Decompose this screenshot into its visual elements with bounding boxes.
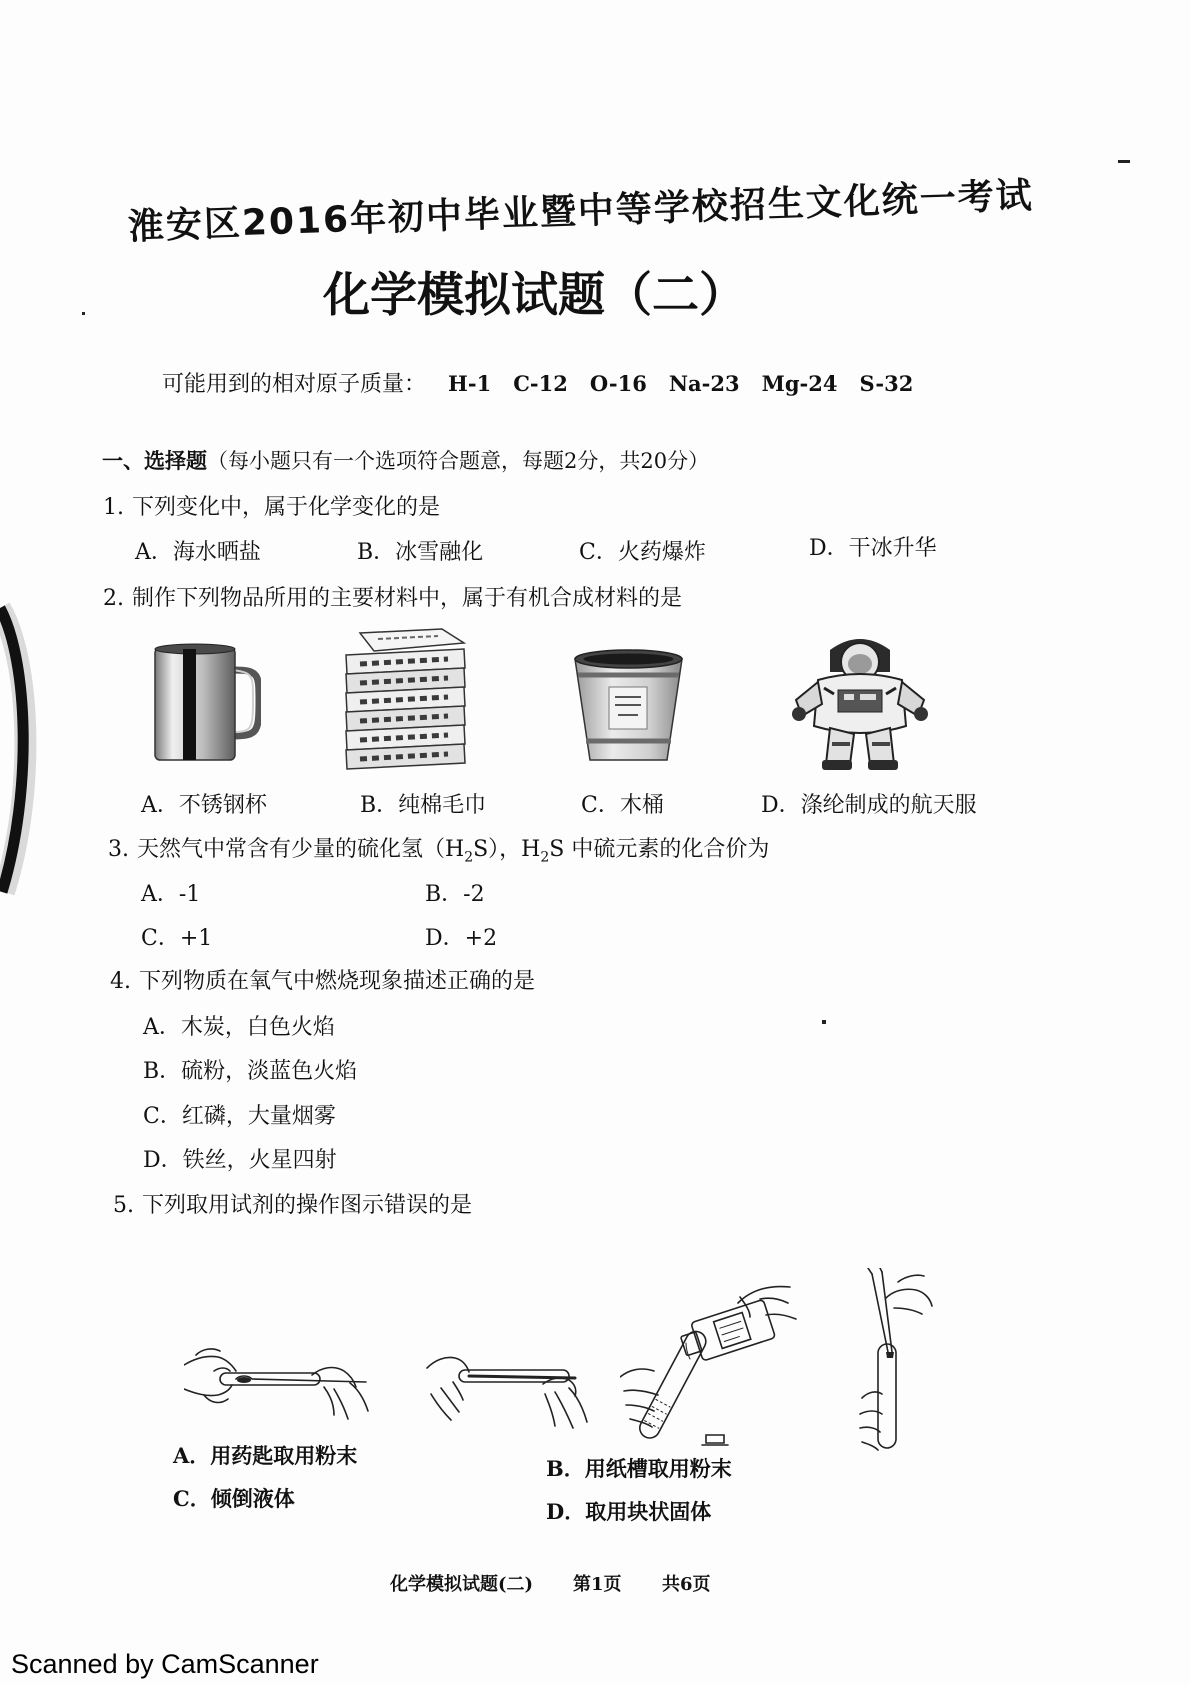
atomic-mass-na: Na-23 bbox=[668, 371, 740, 396]
scan-edge-shadow bbox=[0, 600, 40, 900]
question-text: 下列取用试剂的操作图示错误的是 bbox=[142, 1193, 473, 1218]
wooden-bucket-image bbox=[571, 645, 686, 765]
question-3-option-b: B．-2 bbox=[425, 882, 485, 907]
subscript: 2 bbox=[540, 849, 550, 866]
question-2-option-d: D．涤纶制成的航天服 bbox=[761, 793, 977, 818]
atomic-mass-h: H-1 bbox=[448, 371, 492, 396]
question-number: 3. bbox=[108, 837, 129, 862]
question-3-stem bbox=[108, 836, 769, 864]
question-1-option-c: C．火药爆炸 bbox=[579, 540, 706, 565]
question-1-option-a: A．海水晒盐 bbox=[135, 540, 261, 565]
footer-total-pages: 共6页 bbox=[662, 1574, 711, 1595]
question-3-option-a: A．-1 bbox=[141, 882, 201, 907]
atomic-mass-o: O-16 bbox=[589, 371, 647, 396]
stainless-steel-cup-image bbox=[151, 640, 261, 765]
question-3-option-c: C．+1 bbox=[141, 926, 213, 951]
atomic-mass-c: C-12 bbox=[513, 371, 568, 396]
tweezers-solid-illustration bbox=[858, 1268, 934, 1452]
question-4-stem bbox=[110, 968, 535, 996]
atomic-mass-mg: Mg-24 bbox=[761, 371, 838, 396]
section-label: 一、选择题 bbox=[102, 448, 207, 473]
question-2-option-a: A．不锈钢杯 bbox=[141, 793, 267, 818]
question-1-stem bbox=[103, 494, 440, 522]
question-number: 5. bbox=[113, 1193, 134, 1218]
pouring-liquid-illustration bbox=[620, 1285, 798, 1447]
section-note: （每小题只有一个选项符合题意，每题2分，共20分） bbox=[207, 449, 710, 473]
question-text: 下列物质在氧气中燃烧现象描述正确的是 bbox=[139, 969, 536, 994]
footer-paper-name: 化学模拟试题(二) bbox=[390, 1574, 534, 1595]
question-text: S 中硫元素的化合价为 bbox=[549, 837, 770, 862]
question-number: 4. bbox=[110, 969, 131, 994]
question-4-option-c: C．红磷，大量烟雾 bbox=[143, 1104, 336, 1129]
section-heading bbox=[102, 447, 709, 475]
question-text: 制作下列物品所用的主要材料中，属于有机合成材料的是 bbox=[132, 586, 683, 611]
question-text: S），H bbox=[473, 837, 541, 862]
scan-speck bbox=[1118, 160, 1130, 163]
question-number: 1. bbox=[103, 495, 124, 520]
question-4-option-a: A．木炭，白色火焰 bbox=[143, 1015, 335, 1040]
spoon-powder-illustration bbox=[184, 1345, 372, 1423]
question-5-option-a: A．用药匙取用粉末 bbox=[173, 1443, 358, 1468]
question-5-option-d: D．取用块状固体 bbox=[546, 1499, 712, 1524]
camscanner-watermark: Scanned by CamScanner bbox=[11, 1649, 319, 1679]
atomic-mass-s: S-32 bbox=[859, 371, 914, 396]
spacesuit-image bbox=[790, 628, 930, 773]
question-2-option-c: C．木桶 bbox=[581, 793, 664, 818]
question-3-option-d: D．+2 bbox=[425, 926, 498, 951]
question-5-stem bbox=[113, 1192, 472, 1220]
question-5-option-c: C．倾倒液体 bbox=[173, 1486, 295, 1511]
atomic-mass-line bbox=[162, 370, 913, 399]
question-2-stem bbox=[103, 585, 682, 613]
cotton-towels-image bbox=[338, 627, 473, 770]
question-text: 天然气中常含有少量的硫化氢（H bbox=[137, 837, 465, 862]
question-1-option-d: D．干冰升华 bbox=[809, 536, 937, 561]
question-5-option-b: B．用纸槽取用粉末 bbox=[546, 1456, 732, 1481]
question-number: 2. bbox=[103, 586, 124, 611]
scan-speck bbox=[822, 1020, 826, 1024]
subscript: 2 bbox=[464, 849, 474, 866]
footer-page-number: 第1页 bbox=[573, 1574, 622, 1595]
question-2-option-b: B．纯棉毛巾 bbox=[360, 793, 487, 818]
paper-trough-illustration bbox=[425, 1348, 593, 1436]
exam-title: 淮安区2016年初中毕业暨中等学校招生文化统一考试 bbox=[127, 175, 1035, 248]
scan-speck bbox=[82, 312, 85, 315]
question-4-option-d: D．铁丝，火星四射 bbox=[143, 1148, 337, 1173]
question-4-option-b: B．硫粉，淡蓝色火焰 bbox=[143, 1059, 358, 1084]
atomic-mass-label: 可能用到的相对原子质量： bbox=[162, 372, 427, 397]
paper-title: 化学模拟试题（二） bbox=[323, 268, 746, 323]
question-text: 下列变化中，属于化学变化的是 bbox=[132, 495, 441, 520]
question-1-option-b: B．冰雪融化 bbox=[357, 540, 484, 565]
